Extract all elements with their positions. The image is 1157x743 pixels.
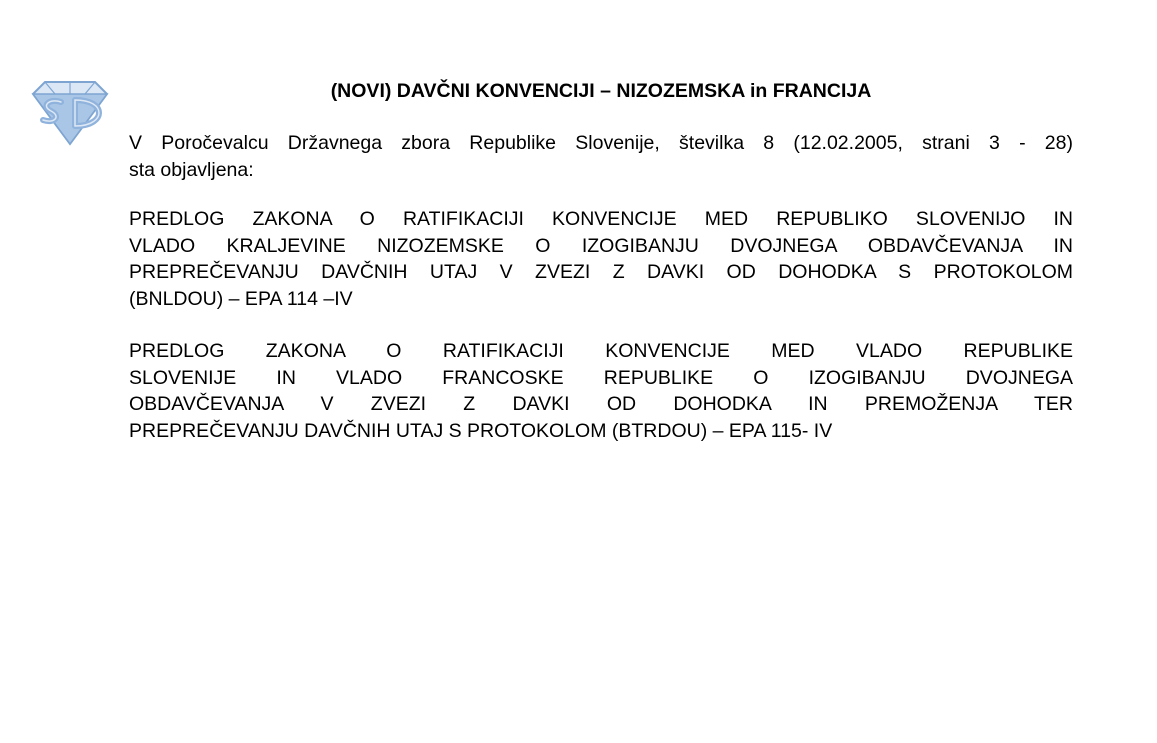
intro-paragraph bbox=[129, 130, 1073, 183]
intro-line: V Poročevalcu Državnega zbora Republike Slovenije, številka 8 (12.02.2005, strani 3 - 28) bbox=[129, 132, 1073, 154]
proposal-line: SLOVENIJE IN VLADO FRANCOSKE REPUBLIKE O IZOGIBANJU DVOJNEGA bbox=[129, 366, 1073, 389]
document-title: (NOVI) DAVČNI KONVENCIJI – NIZOZEMSKA in FRANCIJA bbox=[330, 80, 872, 102]
intro-line: sta objavljena: bbox=[129, 158, 254, 181]
proposal-line: (BNLDOU) – EPA 114 –IV bbox=[129, 287, 353, 310]
proposal-line: PREPREČEVANJU DAVČNIH UTAJ S PROTOKOLOM (BTRDOU) – EPA 115- IV bbox=[129, 419, 833, 442]
proposal-france-paragraph bbox=[129, 338, 1073, 444]
sd-logo-icon bbox=[27, 76, 113, 148]
proposal-line: PREDLOG ZAKONA O RATIFIKACIJI KONVENCIJE MED VLADO REPUBLIKE bbox=[129, 340, 1073, 362]
proposal-netherlands-paragraph bbox=[129, 206, 1073, 312]
proposal-line: OBDAVČEVANJA V ZVEZI Z DAVKI OD DOHODKA IN PREMOŽENJA TER bbox=[129, 393, 1073, 415]
proposal-line: PREPREČEVANJU DAVČNIH UTAJ V ZVEZI Z DAVKI OD DOHODKA S PROTOKOLOM bbox=[129, 261, 1073, 283]
proposal-line: PREDLOG ZAKONA O RATIFIKACIJI KONVENCIJE MED REPUBLIKO SLOVENIJO IN bbox=[129, 208, 1073, 230]
proposal-line: VLADO KRALJEVINE NIZOZEMSKE O IZOGIBANJU DVOJNEGA OBDAVČEVANJA IN bbox=[129, 234, 1073, 257]
